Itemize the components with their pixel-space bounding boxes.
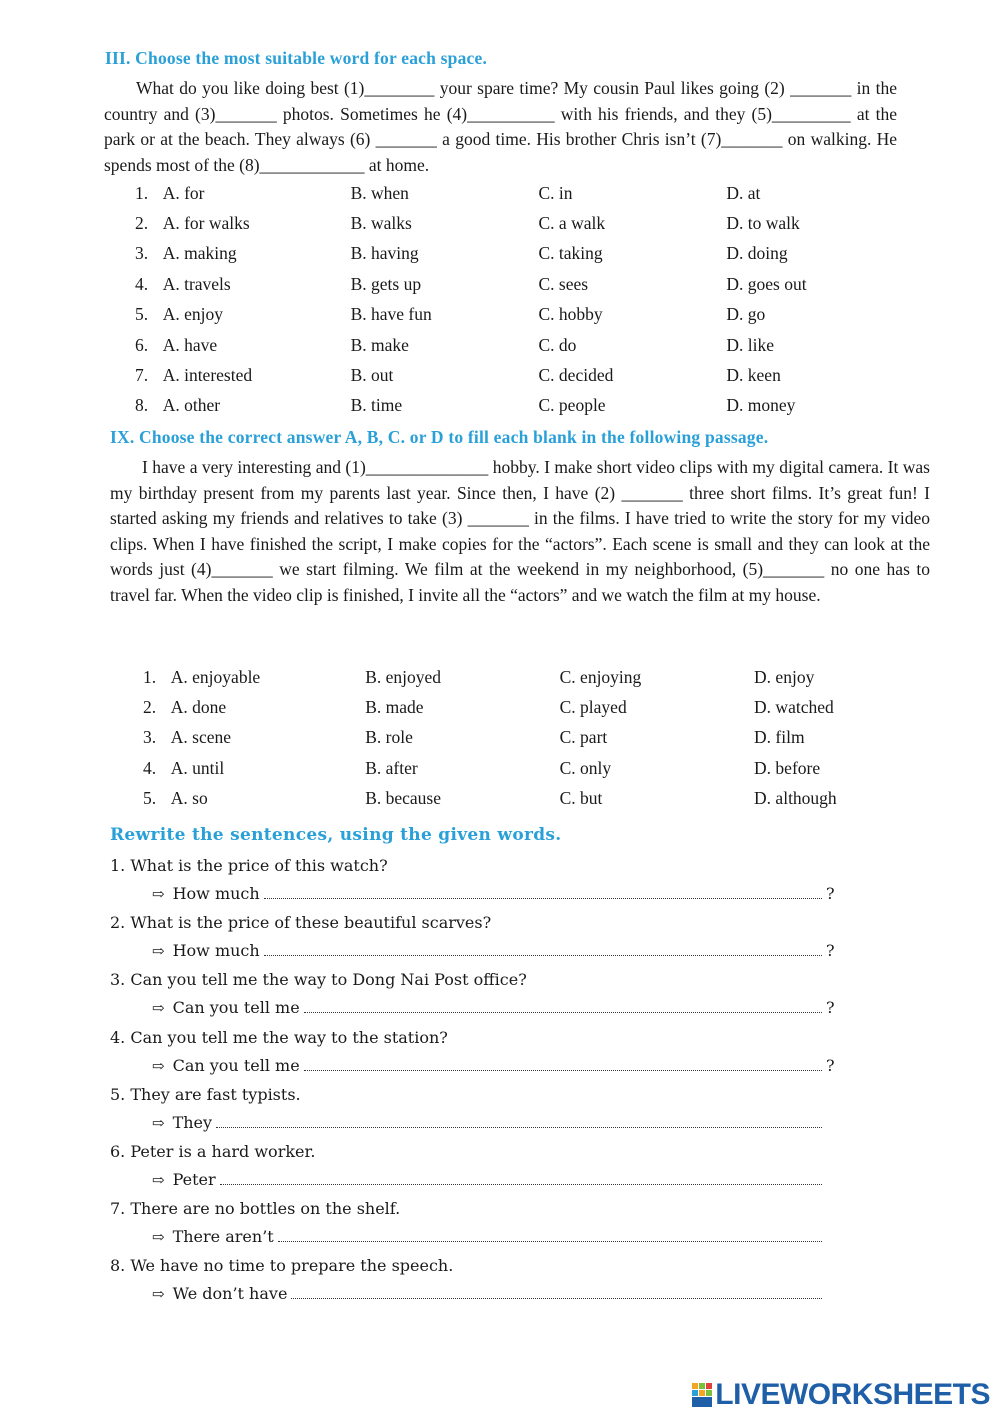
option-c[interactable]: C. part [559,727,608,748]
option-d[interactable]: D. film [754,727,805,748]
arrow-right-icon: ⇨ [152,885,165,903]
option-c[interactable]: C. only [559,757,612,778]
rewrite-question: 3. Can you tell me the way to Dong Nai Post office? [110,970,527,990]
option-b[interactable]: B. enjoyed [365,666,442,687]
question-number: 1. [135,182,149,203]
question-number: 1. [143,666,157,687]
option-c[interactable]: C. played [559,697,627,718]
question-row [135,391,855,421]
answer-input[interactable] [278,1225,822,1242]
option-c[interactable]: C. hobby [538,304,603,325]
option-a[interactable]: A. done [170,697,227,718]
answer-input[interactable] [291,1282,822,1299]
section-8-passage-text: What do you like doing best (1)________ your spare time? My cousin Paul likes going (2) _______ in the country and (3)_______ photos. Sometimes he (4)__________ with his friends, and they (5)_________ at the park or at the beach. They always (6) _______ a good time. His brother Chris isn’t (7)_______ on walking. He spends most of the (8)____________ at home. [104,78,897,175]
rewrite-item [110,966,840,1023]
question-row [143,692,883,722]
question-number: 3. [143,727,157,748]
option-d[interactable]: D. keen [726,365,781,386]
rewrite-answer-line [110,1223,840,1251]
rewrite-item [110,1195,840,1252]
section-9-passage [110,455,930,609]
option-c[interactable]: C. do [538,334,577,355]
rewrite-item [110,1024,840,1081]
rewrite-answer-line [110,994,840,1022]
rewrite-question: 1. What is the price of this watch? [110,856,388,875]
section-9-passage-text: I have a very interesting and (1)______________ hobby. I make short video clips with my digital camera. It was my birthday present from my parents last year. Since then, I have (2) _______ three short films. It’s great fun! I started asking my friends and relatives to take (3) _______ in the films. I have tried to write the story for my video clips. When I have finished the script, I make copies for the “actors”. Each scene is small and they can look at the words just (4)_______ we start filming. We film at the weekend in my neighborhood, (5)_______ no one has to travel far. When the video clip is finished, I invite all the “actors” and we watch the film at my house. [110,457,930,605]
option-a[interactable]: A. until [170,757,225,778]
option-a[interactable]: A. for [162,182,205,203]
option-c[interactable]: C. enjoying [559,666,642,687]
answer-input[interactable] [264,939,822,956]
rewrite-lead-words: Peter [172,1169,216,1189]
option-c[interactable]: C. in [538,182,573,203]
option-a[interactable]: A. enjoy [162,304,223,325]
answer-input[interactable] [216,1111,822,1128]
option-d[interactable]: D. although [754,788,837,809]
option-d[interactable]: D. before [754,757,821,778]
rewrite-item [110,852,840,909]
answer-input[interactable] [304,1054,822,1071]
option-a[interactable]: A. scene [170,727,232,748]
question-row [135,208,855,238]
section-9-title: IX. Choose the correct answer A, B, C. or D to fill each blank in the following passage. [110,427,769,447]
option-a[interactable]: A. travels [162,273,231,294]
question-number: 3. [135,243,149,264]
rewrite-end-mark: ? [826,884,835,903]
rewrite-question: 8. We have no time to prepare the speech. [110,1256,454,1276]
arrow-right-icon: ⇨ [152,1228,165,1247]
option-c[interactable]: C. but [559,788,603,809]
option-b[interactable]: B. walks [350,213,412,234]
option-c[interactable]: C. people [538,395,606,416]
rewrite-question: 7. There are no bottles on the shelf. [110,1199,401,1219]
option-b[interactable]: B. out [350,365,394,386]
option-a[interactable]: A. interested [162,365,253,386]
answer-input[interactable] [304,996,822,1013]
option-b[interactable]: B. after [365,757,418,778]
question-row [135,360,855,390]
option-b[interactable]: B. make [350,334,409,355]
question-number: 5. [143,788,157,809]
question-number: 2. [135,213,149,234]
option-d[interactable]: D. to walk [726,213,800,234]
question-number: 8. [135,395,149,416]
question-row [143,784,883,814]
option-d[interactable]: D. money [726,395,796,416]
question-number: 5. [135,304,149,325]
question-row [135,178,855,208]
option-a[interactable]: A. making [162,243,237,264]
rewrite-question: 6. Peter is a hard worker. [110,1141,316,1161]
rewrite-lead-words: There aren’t [172,1227,274,1247]
liveworksheets-logo-icon [691,1381,713,1409]
rewrite-answer-line [110,1280,840,1308]
option-b[interactable]: B. when [350,182,409,203]
question-row [135,269,855,299]
section-8-options [135,178,855,421]
rewrite-answer-line [110,1166,840,1194]
rewrite-item [110,1252,840,1309]
answer-input[interactable] [264,882,822,899]
liveworksheets-logo-text: LIVEWORKSHEETS [715,1378,990,1411]
option-c[interactable]: C. a walk [538,213,606,234]
section-8-title: III. Choose the most suitable word for each space. [105,48,488,68]
rewrite-question: 5. They are fast typists. [110,1084,301,1104]
option-d[interactable]: D. doing [726,243,788,264]
question-row [135,239,855,269]
liveworksheets-logo [691,1378,990,1412]
arrow-right-icon: ⇨ [152,1285,165,1304]
rewrite-end-mark: ? [826,941,835,961]
question-row [143,662,883,692]
option-a[interactable]: A. so [170,788,208,809]
rewrite-lead-words: Can you tell me [172,998,300,1018]
arrow-right-icon: ⇨ [152,999,165,1018]
option-b[interactable]: B. role [365,727,413,748]
question-row [135,300,855,330]
arrow-right-icon: ⇨ [152,942,165,961]
question-row [135,330,855,360]
rewrite-answer-line [110,1109,840,1137]
rewrite-item [110,1138,840,1195]
option-d[interactable]: D. go [726,304,766,325]
rewrite-answer-line [110,880,840,908]
rewrite-answer-line [110,1052,840,1080]
rewrite-end-mark: ? [826,1055,835,1075]
option-c[interactable]: C. sees [538,273,589,294]
rewrite-item [110,909,840,966]
option-a[interactable]: A. for walks [162,213,250,234]
option-d[interactable]: D. goes out [726,273,807,294]
option-b[interactable]: B. gets up [350,273,422,294]
option-b[interactable]: B. having [350,243,419,264]
question-number: 4. [135,273,149,294]
question-number: 4. [143,757,157,778]
rewrite-lead-words: How much [172,941,260,961]
section-8-passage [104,76,897,178]
option-d[interactable]: D. like [726,334,775,355]
option-b[interactable]: B. because [365,788,442,809]
option-b[interactable]: B. have fun [350,304,432,325]
rewrite-question: 2. What is the price of these beautiful scarves? [110,913,492,933]
option-b[interactable]: B. made [365,697,424,718]
rewrite-lead-words: We don’t have [172,1284,288,1304]
rewrite-lead-words: They [172,1112,213,1132]
rewrite-item [110,1081,840,1138]
option-a[interactable]: A. have [162,334,218,355]
question-number: 6. [135,334,149,355]
option-a[interactable]: A. other [162,395,221,416]
question-row [143,723,883,753]
option-d[interactable]: D. watched [754,697,834,718]
option-a[interactable]: A. enjoyable [170,666,261,687]
option-d[interactable]: D. at [726,182,761,203]
question-number: 2. [143,697,157,718]
question-row [143,753,883,783]
question-number: 7. [135,365,149,386]
rewrite-title: Rewrite the sentences, using the given words. [110,825,562,845]
option-d[interactable]: D. enjoy [754,666,815,687]
section-9-options [143,662,883,814]
rewrite-end-mark: ? [826,998,835,1018]
rewrite-lead-words: Can you tell me [172,1055,300,1075]
option-c[interactable]: C. taking [538,243,603,264]
arrow-right-icon: ⇨ [152,1056,165,1075]
arrow-right-icon: ⇨ [152,1170,165,1189]
rewrite-question: 4. Can you tell me the way to the station? [110,1027,448,1047]
rewrite-list [110,852,840,1310]
arrow-right-icon: ⇨ [152,1113,165,1132]
rewrite-lead-words: How much [172,884,260,903]
answer-input[interactable] [220,1168,822,1185]
option-c[interactable]: C. decided [538,365,614,386]
rewrite-answer-line [110,937,840,965]
option-b[interactable]: B. time [350,395,403,416]
